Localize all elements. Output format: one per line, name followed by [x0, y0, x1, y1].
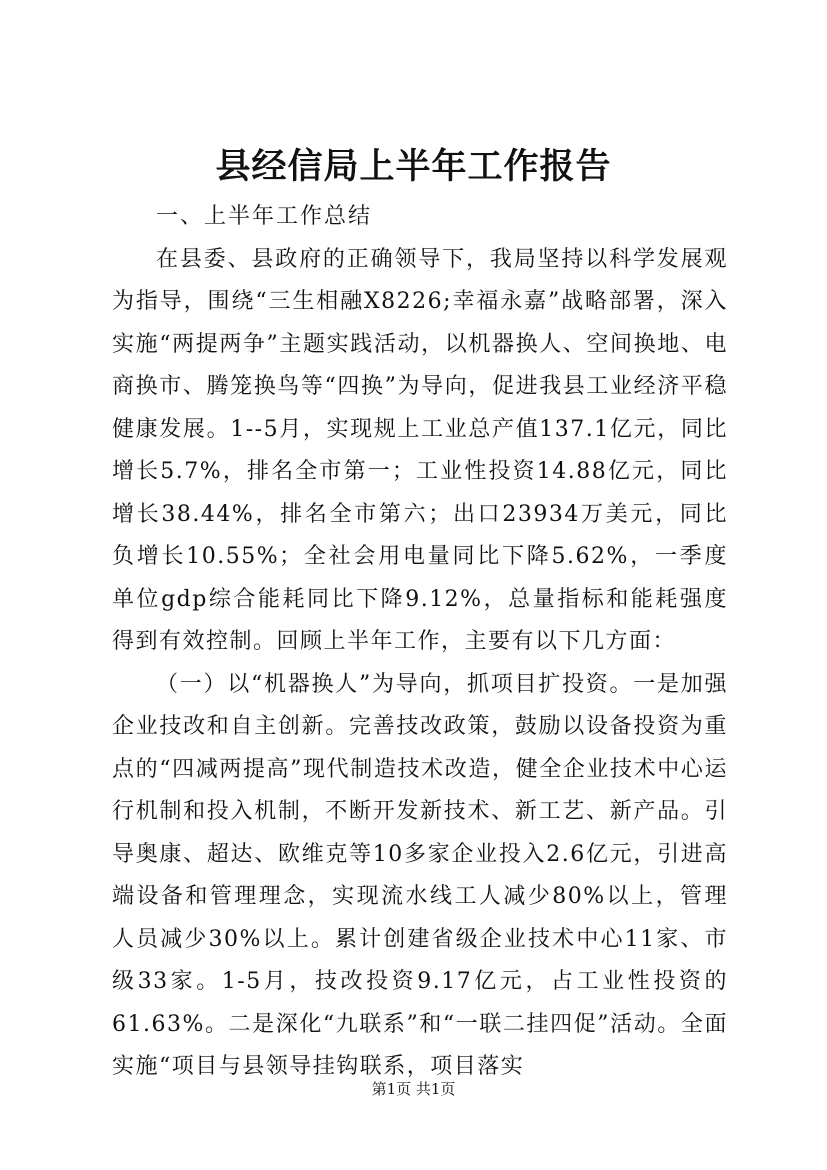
body-paragraph-1: 在县委、县政府的正确领导下，我局坚持以科学发展观为指导，围绕“三生相融X8226;幸福永嘉”战略部署，深入实施“两提两争”主题实践活动，以机器换人、空间换地、电商换市、腾笼换鸟等“四换”为导向，促进我县工业经济平稳健康发展。1--5月，实现规上工业总产值137.1亿元，同比增长5.7%，排名全市第一；工业性投资14.88亿元，同比增长38.44%，排名全市第六；出口23934万美元，同比负增长10.55%；全社会用电量同比下降5.62%，一季度单位gdp综合能耗同比下降9.12%，总量指标和能耗强度得到有效控制。回顾上半年工作，主要有以下几方面： — [112, 246, 728, 654]
section-heading: 一、上半年工作总结 — [156, 204, 373, 229]
document-title: 县经信局上半年工作报告 — [215, 146, 612, 187]
page-footer: 第1页 共1页 — [371, 1080, 456, 1098]
document-body — [112, 196, 728, 1089]
body-paragraph-2: （一）以“机器换人”为导向，抓项目扩投资。一是加强企业技改和自主创新。完善技改政策，鼓励以设备投资为重点的“四减两提高”现代制造技术改造，健全企业技术中心运行机制和投入机制，不断开发新技术、新工艺、新产品。引导奥康、超达、欧维克等10多家企业投入2.6亿元，引进高端设备和管理理念，实现流水线工人减少80%以上，管理人员减少30%以上。累计创建省级企业技术中心11家、市级33家。1-5月，技改投资9.17亿元，占工业性投资的61.63%。二是深化“九联系”和“一联二挂四促”活动。全面实施“项目与县领导挂钩联系，项目落实 — [112, 671, 728, 1079]
